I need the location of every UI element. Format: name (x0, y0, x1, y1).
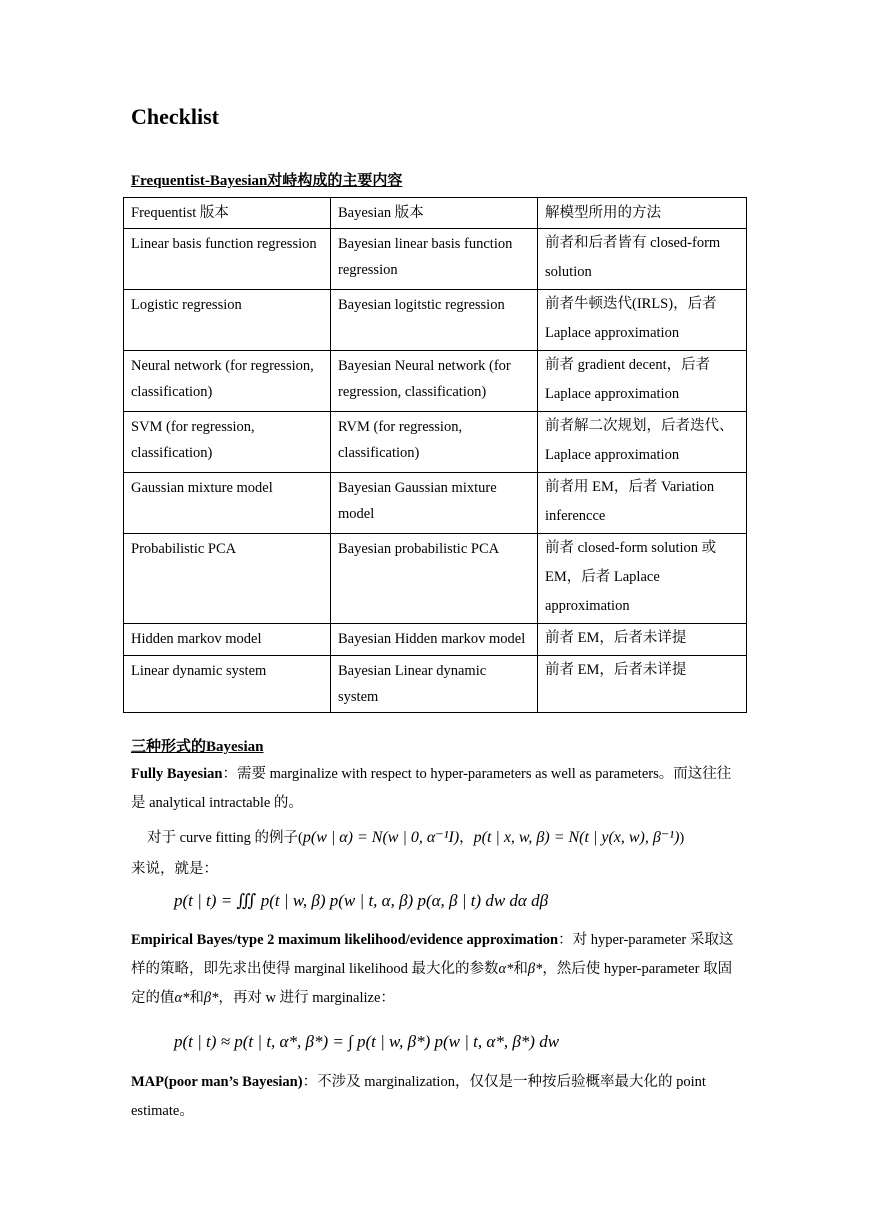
frequentist-cell: Hidden markov model (124, 624, 331, 656)
separator-text: ， (459, 830, 474, 846)
empirical-bayes-label: Empirical Bayes/type 2 maximum likelihood/evidence approximation (131, 932, 559, 948)
full-bayes-equation: p(t | t) = ∭ p(t | w, β) p(w | t, α, β) p(α, β | t) dw dα dβ (174, 891, 549, 910)
method-cell: 前者 gradient decent，后者 Laplace approximation (538, 351, 747, 412)
table-row (124, 412, 747, 473)
alpha-star-symbol: α* (174, 990, 190, 1006)
column-header: 解模型所用的方法 (538, 198, 747, 229)
frequentist-cell: Linear basis function regression (124, 229, 331, 290)
empirical-bayes-paragraph (131, 926, 743, 1013)
method-cell: 前者 EM，后者未详提 (538, 624, 747, 656)
method-cell: 前者牛顿迭代(IRLS)，后者 Laplace approximation (538, 290, 747, 351)
prior-equation: p(w | α) = N(w | 0, α⁻¹I) (302, 829, 460, 846)
frequentist-cell: Logistic regression (124, 290, 331, 351)
and-text: 和 (189, 990, 204, 1006)
frequentist-cell: Gaussian mixture model (124, 473, 331, 534)
empirical-text-3: ，再对 w 进行 marginalize： (218, 990, 395, 1006)
method-cell: 前者 EM，后者未详提 (538, 656, 747, 713)
column-header: Frequentist 版本 (124, 198, 331, 229)
method-cell: 前者和后者皆有 closed-form solution (538, 229, 747, 290)
bayesian-cell: Bayesian logitstic regression (331, 290, 538, 351)
bayesian-cell: Bayesian linear basis function regression (331, 229, 538, 290)
bayesian-cell: Bayesian Hidden markov model (331, 624, 538, 656)
bayesian-cell: Bayesian Linear dynamic system (331, 656, 538, 713)
and-text: 和 (513, 961, 528, 977)
frequentist-cell: Probabilistic PCA (124, 534, 331, 624)
likelihood-equation: p(t | x, w, β) = N(t | y(x, w), β⁻¹) (473, 829, 680, 846)
frequentist-cell: SVM (for regression, classification) (124, 412, 331, 473)
method-cell: 前者解二次规划，后者迭代、Laplace approximation (538, 412, 747, 473)
column-header: Bayesian 版本 (331, 198, 538, 229)
beta-star-symbol: β* (527, 961, 543, 977)
method-cell: 前者 closed-form solution 或 EM，后者 Laplace approximation (538, 534, 747, 624)
table-row (124, 624, 747, 656)
beta-star-symbol: β* (203, 990, 219, 1006)
table-row (124, 229, 747, 290)
frequentist-cell: Neural network (for regression, classification) (124, 351, 331, 412)
table-row (124, 534, 747, 624)
curve-intro-text: 对于 curve fitting 的例子( (147, 830, 303, 846)
empirical-text-1: ：对 hyper-parameter 采取这样的策略，即先求出使得 marginal likelihood 最大化的参数 (131, 932, 734, 977)
table-header-row (124, 198, 747, 229)
curve-fitting-line (147, 826, 684, 847)
comparison-table (123, 197, 747, 713)
method-cell: 前者用 EM，后者 Variation inferencce (538, 473, 747, 534)
close-paren-text: ) (679, 830, 685, 846)
bayesian-cell: Bayesian probabilistic PCA (331, 534, 538, 624)
table-row (124, 656, 747, 713)
page-title: Checklist (131, 104, 219, 129)
section-heading-frequentist-bayesian: Frequentist-Bayesian对峙构成的主要内容 (131, 173, 403, 189)
fully-bayesian-label: Fully Bayesian (131, 766, 223, 782)
map-label: MAP(poor man’s Bayesian) (131, 1074, 303, 1090)
fully-bayesian-text: ：需要 marginalize with respect to hyper-parameters as well as parameters。而这往往是 analytical intractable 的。 (131, 766, 732, 811)
section-heading-three-bayesian: 三种形式的Bayesian (131, 739, 264, 755)
bayesian-cell: Bayesian Gaussian mixture model (331, 473, 538, 534)
frequentist-cell: Linear dynamic system (124, 656, 331, 713)
map-text: ：不涉及 marginalization，仅仅是一种按后验概率最大化的 point estimate。 (131, 1074, 706, 1119)
table-row (124, 351, 747, 412)
empirical-text-2: ，然后使 hyper-parameter 取固定的值 (131, 961, 733, 1006)
empirical-bayes-equation: p(t | t) ≈ p(t | t, α*, β*) = ∫ p(t | w, β*) p(w | t, α*, β*) dw (174, 1032, 560, 1051)
curve-tail-text: 来说，就是： (131, 861, 218, 877)
table-row (124, 473, 747, 534)
bayesian-cell: Bayesian Neural network (for regression, classification) (331, 351, 538, 412)
table-row (124, 290, 747, 351)
map-paragraph (131, 1068, 743, 1126)
fully-bayesian-paragraph (131, 760, 743, 818)
bayesian-cell: RVM (for regression, classification) (331, 412, 538, 473)
alpha-star-symbol: α* (498, 961, 514, 977)
